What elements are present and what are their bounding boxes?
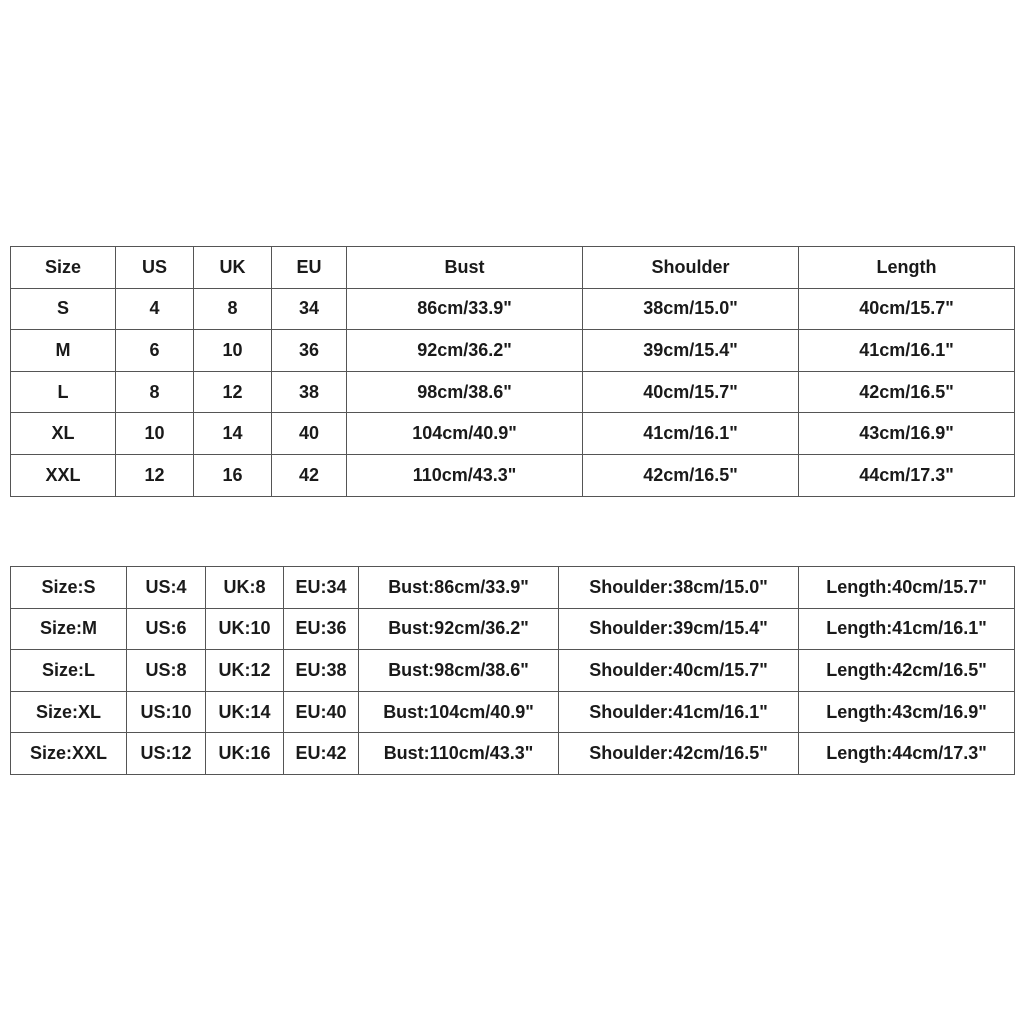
cell-length: 43cm/16.9" [799, 413, 1015, 455]
cell-uk: UK:14 [206, 691, 284, 733]
cell-eu: EU:40 [284, 691, 359, 733]
table-row [11, 608, 1015, 650]
header-shoulder: Shoulder [583, 247, 799, 289]
cell-size: L [11, 371, 116, 413]
cell-shoulder: 40cm/15.7" [583, 371, 799, 413]
cell-bust: 104cm/40.9" [347, 413, 583, 455]
cell-length: Length:43cm/16.9" [799, 691, 1015, 733]
cell-eu: 36 [272, 330, 347, 372]
cell-length: 44cm/17.3" [799, 454, 1015, 496]
cell-uk: 10 [194, 330, 272, 372]
cell-size: Size:L [11, 650, 127, 692]
cell-us: US:6 [127, 608, 206, 650]
cell-eu: EU:34 [284, 567, 359, 609]
cell-length: Length:44cm/17.3" [799, 733, 1015, 775]
cell-bust: Bust:110cm/43.3" [359, 733, 559, 775]
header-eu: EU [272, 247, 347, 289]
cell-uk: 16 [194, 454, 272, 496]
cell-bust: 98cm/38.6" [347, 371, 583, 413]
table-row [11, 330, 1015, 372]
cell-size: Size:M [11, 608, 127, 650]
cell-shoulder: Shoulder:38cm/15.0" [559, 567, 799, 609]
cell-bust: 92cm/36.2" [347, 330, 583, 372]
cell-size: M [11, 330, 116, 372]
table-header-row [11, 247, 1015, 289]
cell-length: Length:41cm/16.1" [799, 608, 1015, 650]
cell-us: US:4 [127, 567, 206, 609]
cell-eu: EU:36 [284, 608, 359, 650]
cell-eu: 42 [272, 454, 347, 496]
cell-length: 41cm/16.1" [799, 330, 1015, 372]
cell-uk: UK:10 [206, 608, 284, 650]
table-row [11, 650, 1015, 692]
cell-shoulder: Shoulder:39cm/15.4" [559, 608, 799, 650]
cell-us: 10 [116, 413, 194, 455]
header-length: Length [799, 247, 1015, 289]
cell-size: S [11, 288, 116, 330]
cell-size: XL [11, 413, 116, 455]
cell-bust: 110cm/43.3" [347, 454, 583, 496]
header-bust: Bust [347, 247, 583, 289]
cell-uk: UK:8 [206, 567, 284, 609]
cell-shoulder: Shoulder:40cm/15.7" [559, 650, 799, 692]
cell-bust: 86cm/33.9" [347, 288, 583, 330]
cell-uk: 12 [194, 371, 272, 413]
cell-eu: 38 [272, 371, 347, 413]
cell-us: US:8 [127, 650, 206, 692]
header-uk: UK [194, 247, 272, 289]
cell-eu: 40 [272, 413, 347, 455]
cell-bust: Bust:98cm/38.6" [359, 650, 559, 692]
cell-shoulder: 39cm/15.4" [583, 330, 799, 372]
cell-shoulder: 41cm/16.1" [583, 413, 799, 455]
cell-us: 4 [116, 288, 194, 330]
cell-uk: UK:12 [206, 650, 284, 692]
cell-eu: EU:38 [284, 650, 359, 692]
table-row [11, 733, 1015, 775]
cell-eu: 34 [272, 288, 347, 330]
cell-shoulder: Shoulder:42cm/16.5" [559, 733, 799, 775]
cell-size: Size:XXL [11, 733, 127, 775]
cell-length: 40cm/15.7" [799, 288, 1015, 330]
cell-size: XXL [11, 454, 116, 496]
cell-bust: Bust:104cm/40.9" [359, 691, 559, 733]
header-size: Size [11, 247, 116, 289]
cell-size: Size:XL [11, 691, 127, 733]
cell-bust: Bust:92cm/36.2" [359, 608, 559, 650]
cell-us: US:10 [127, 691, 206, 733]
cell-us: 12 [116, 454, 194, 496]
cell-shoulder: 42cm/16.5" [583, 454, 799, 496]
header-us: US [116, 247, 194, 289]
cell-length: 42cm/16.5" [799, 371, 1015, 413]
cell-us: 8 [116, 371, 194, 413]
cell-uk: 8 [194, 288, 272, 330]
cell-us: 6 [116, 330, 194, 372]
table-row [11, 288, 1015, 330]
cell-shoulder: Shoulder:41cm/16.1" [559, 691, 799, 733]
cell-us: US:12 [127, 733, 206, 775]
cell-size: Size:S [11, 567, 127, 609]
cell-length: Length:42cm/16.5" [799, 650, 1015, 692]
cell-bust: Bust:86cm/33.9" [359, 567, 559, 609]
table-row [11, 371, 1015, 413]
cell-eu: EU:42 [284, 733, 359, 775]
table-row [11, 454, 1015, 496]
cell-shoulder: 38cm/15.0" [583, 288, 799, 330]
cell-uk: 14 [194, 413, 272, 455]
table-row [11, 413, 1015, 455]
table-row [11, 567, 1015, 609]
cell-length: Length:40cm/15.7" [799, 567, 1015, 609]
size-chart-table [10, 246, 1015, 497]
table-row [11, 691, 1015, 733]
size-chart-labeled-table [10, 566, 1015, 775]
cell-uk: UK:16 [206, 733, 284, 775]
